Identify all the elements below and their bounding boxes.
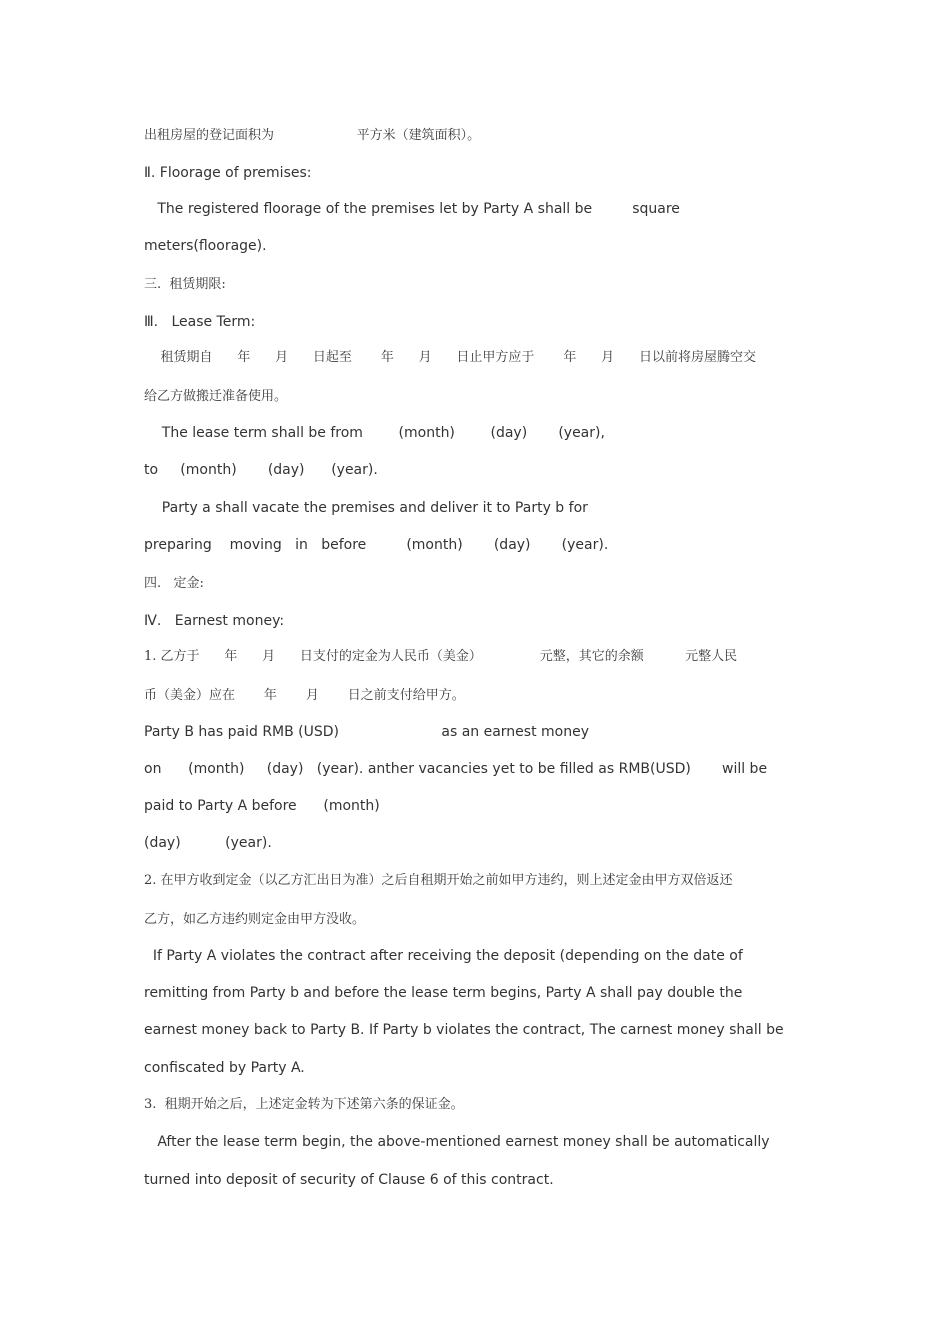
section-heading: Ⅱ. Floorage of premises: xyxy=(144,165,312,181)
text-line: turned into deposit of security of Clause 6 of this contract. xyxy=(144,1172,554,1188)
section-heading: 三. 租赁期限: xyxy=(144,277,226,292)
text-line: 给乙方做搬迁准备使用。 xyxy=(144,389,288,404)
text-line: (day) (year). xyxy=(144,835,272,851)
text-line: The registered floorage of the premises let by Party A shall be square xyxy=(144,201,680,217)
text-line: 3. 租期开始之后，上述定金转为下述第六条的保证金。 xyxy=(144,1097,464,1112)
text-line: on (month) (day) (year). anther vacancies yet to be filled as RMB(USD) will be xyxy=(144,761,768,777)
text-line: Party a shall vacate the premises and deliver it to Party b for xyxy=(144,500,588,516)
text-line: 2. 在甲方收到定金（以乙方汇出日为准）之后自租期开始之前如甲方违约，则上述定金由甲方双倍返还 xyxy=(144,873,733,888)
text-line: paid to Party A before (month) xyxy=(144,798,380,814)
text-line: 乙方，如乙方违约则定金由甲方没收。 xyxy=(144,912,366,927)
section-heading: Ⅳ. Earnest money: xyxy=(144,613,285,629)
text-line: to (month) (day) (year). xyxy=(144,462,378,478)
text-line: If Party A violates the contract after receiving the deposit (depending on the date of xyxy=(144,948,743,964)
text-line: 租赁期自 年 月 日起至 年 月 日止甲方应于 年 月 日以前将房屋腾空交 xyxy=(144,350,756,365)
text-line: After the lease term begin, the above-mentioned earnest money shall be automatically xyxy=(144,1134,770,1150)
text-line: The lease term shall be from (month) (day) (year), xyxy=(144,425,605,441)
text-line: remitting from Party b and before the lease term begins, Party A shall pay double the xyxy=(144,985,743,1001)
text-line: Party B has paid RMB (USD) as an earnest money xyxy=(144,724,589,740)
section-heading: Ⅲ. Lease Term: xyxy=(144,314,256,330)
text-line: meters(floorage). xyxy=(144,238,267,254)
text-line: 1. 乙方于 年 月 日支付的定金为人民币（美金） 元整，其它的余额 元整人民 xyxy=(144,649,738,664)
text-line: confiscated by Party A. xyxy=(144,1060,305,1076)
text-line: earnest money back to Party B. If Party b violates the contract, The carnest money shall be xyxy=(144,1022,784,1038)
section-heading: 四. 定金: xyxy=(144,576,204,591)
text-line: preparing moving in before (month) (day) (year). xyxy=(144,537,609,553)
text-line: 出租房屋的登记面积为 平方米（建筑面积）。 xyxy=(144,128,481,143)
text-line: 币（美金）应在 年 月 日之前支付给甲方。 xyxy=(144,688,465,703)
